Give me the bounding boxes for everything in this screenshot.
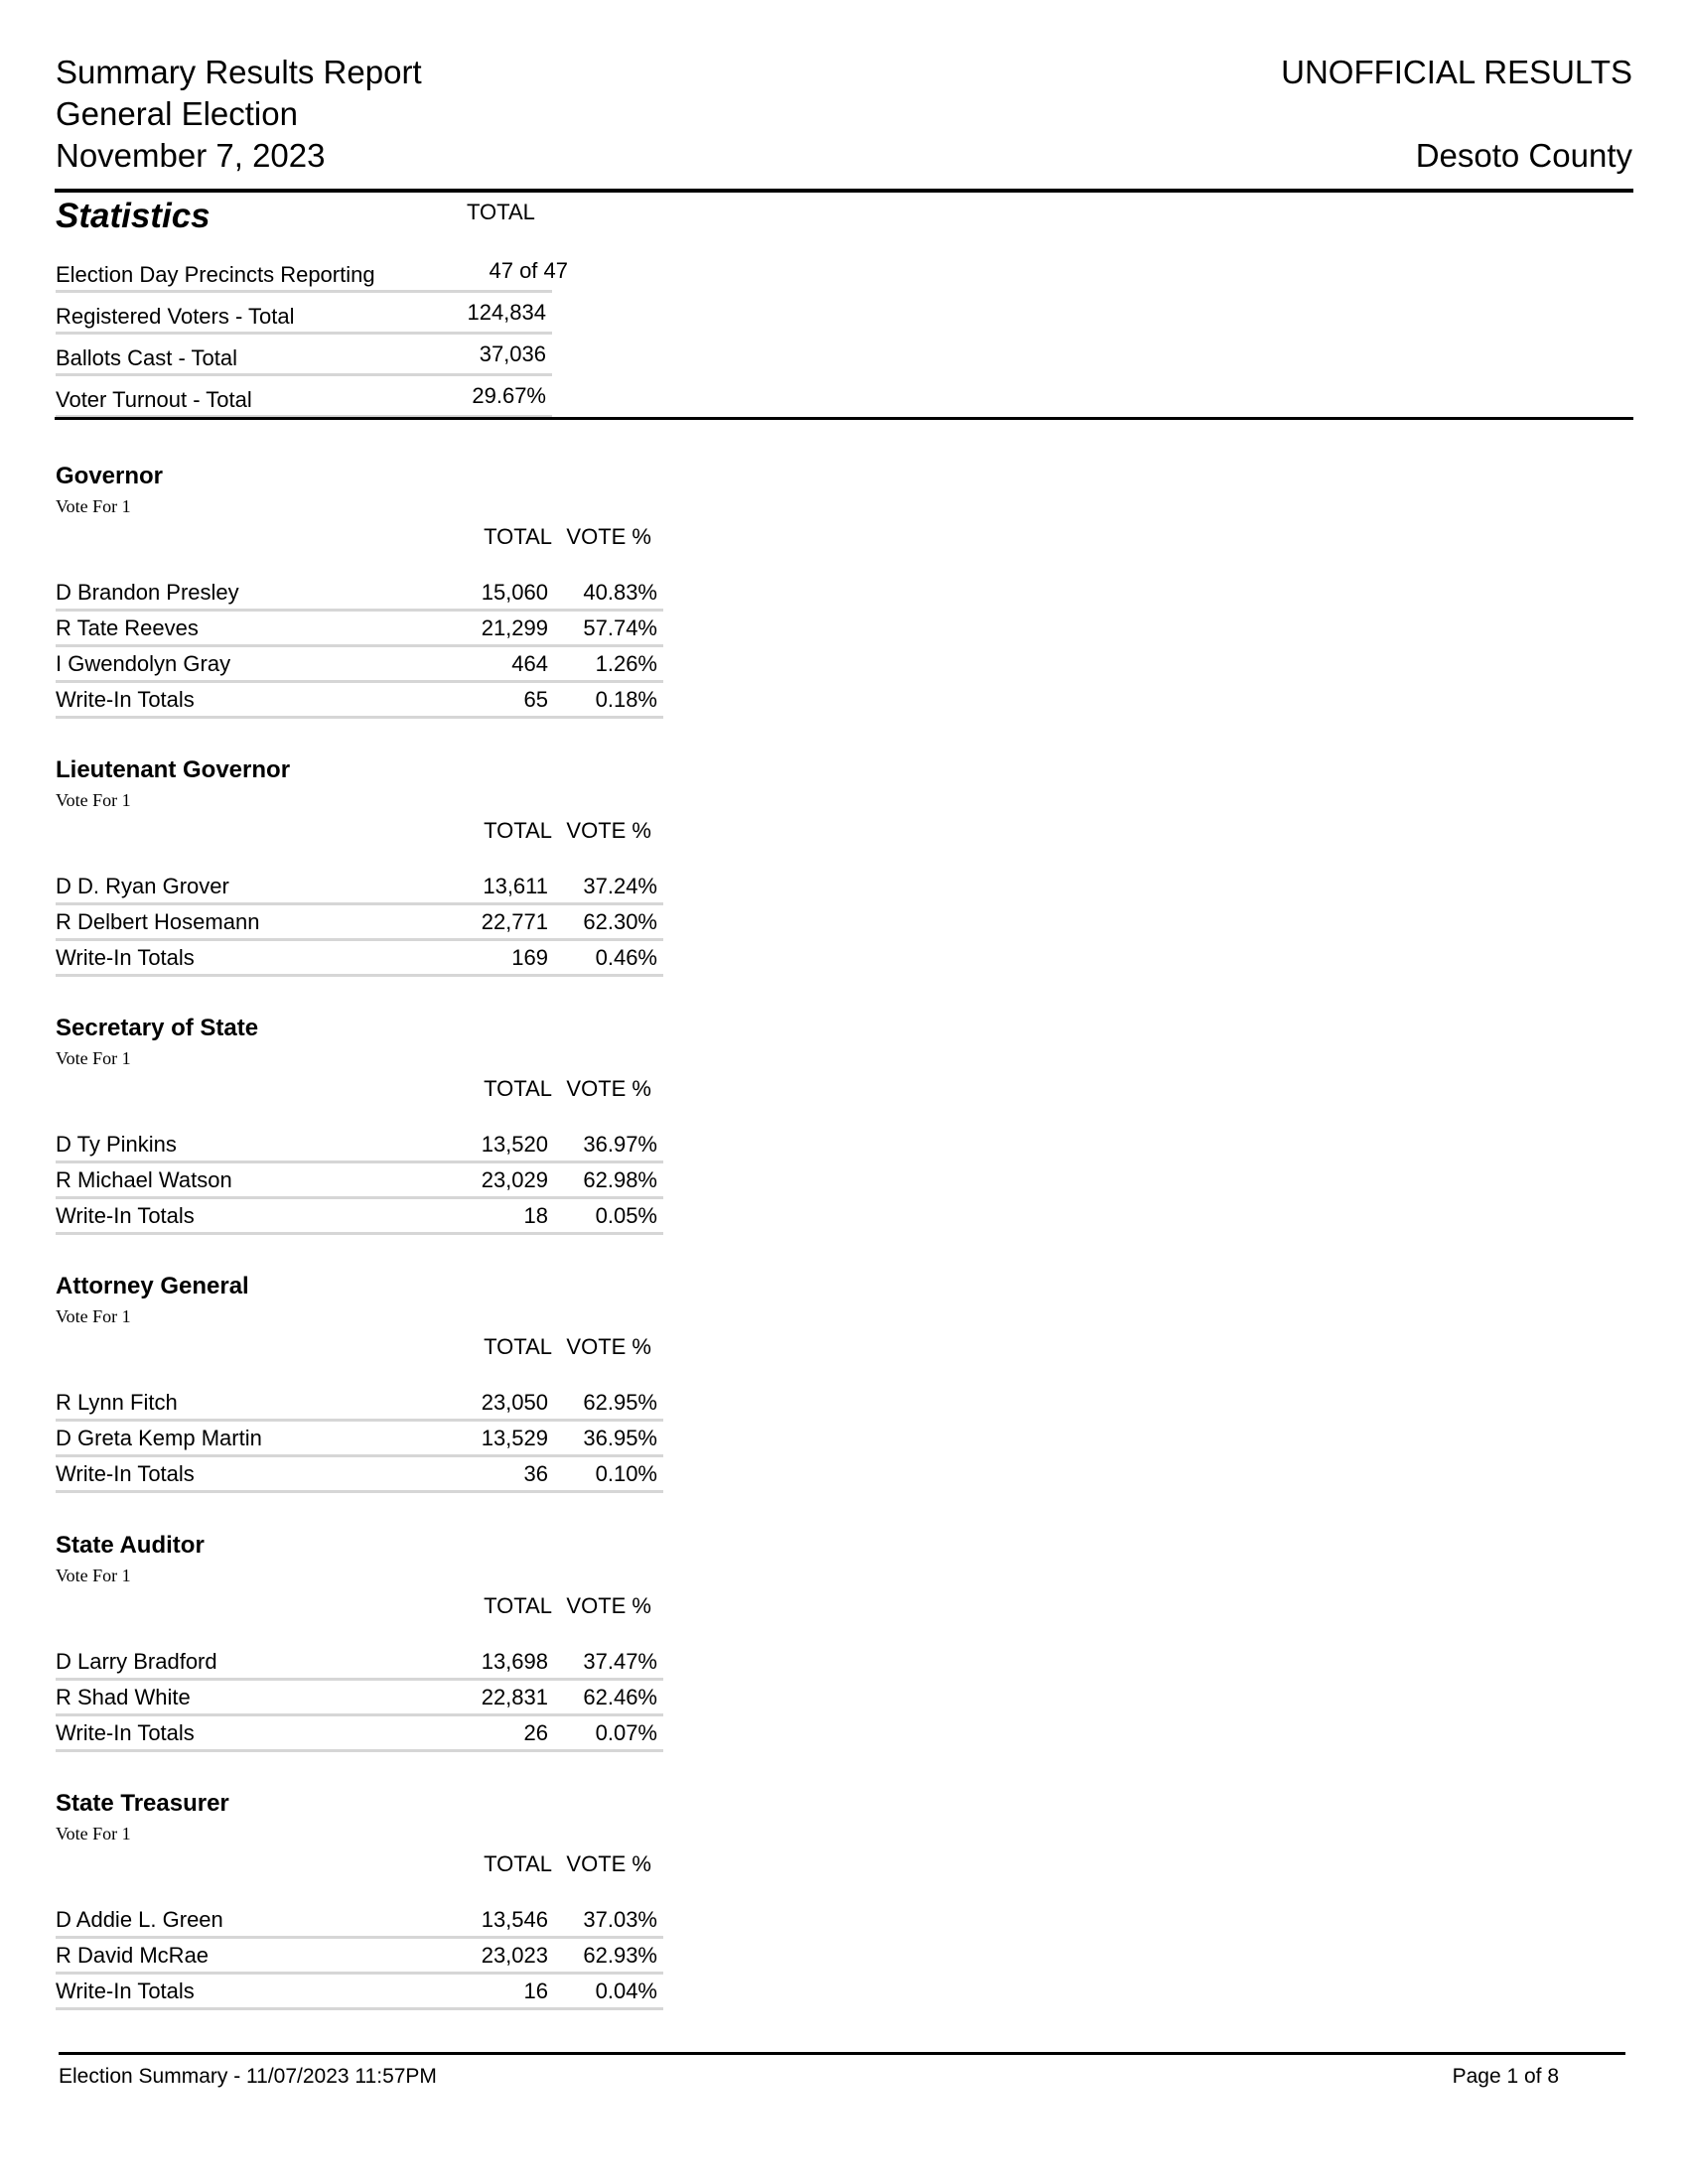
candidate-total: 169 [511,945,548,970]
candidate-row [56,1939,663,1975]
candidate-total: 13,698 [481,1649,548,1674]
contest-title: Lieutenant Governor [56,756,291,783]
total-column-header: TOTAL [484,524,552,549]
contest-title: State Treasurer [56,1790,229,1817]
candidate-vote-percent: 62.95% [583,1390,657,1415]
candidate-name: Write-In Totals [56,1461,195,1486]
report-title: Summary Results Report [56,54,422,90]
candidate-total: 36 [523,1461,548,1486]
candidate-total: 23,029 [481,1167,548,1192]
stat-value: 124,834 [467,300,546,325]
candidate-vote-percent: 37.24% [583,874,657,898]
county-name: Desoto County [1415,137,1632,174]
candidate-name: R Lynn Fitch [56,1390,178,1415]
candidate-name: D Brandon Presley [56,580,239,605]
results-status: UNOFFICIAL RESULTS [1281,54,1632,90]
candidate-vote-percent: 0.05% [595,1203,657,1228]
write-in-row [56,1975,663,2010]
candidate-vote-percent: 0.07% [595,1720,657,1745]
write-in-row [56,683,663,719]
stat-value: 47 of 47 [489,258,568,283]
contest-title: Secretary of State [56,1015,259,1041]
stat-row [56,256,568,293]
stat-row [56,340,552,376]
candidate-row [56,647,663,683]
write-in-row [56,1199,663,1235]
header-divider [55,189,1633,193]
stat-row [56,381,552,418]
candidate-name: D Larry Bradford [56,1649,217,1674]
candidate-total: 23,050 [481,1390,548,1415]
candidate-name: D D. Ryan Grover [56,874,229,898]
stat-label: Voter Turnout - Total [56,387,252,412]
candidate-row [56,1422,663,1457]
vote-for-label: Vote For 1 [56,496,131,516]
candidate-total: 23,023 [481,1943,548,1968]
candidate-row [56,1163,663,1199]
candidate-vote-percent: 0.10% [595,1461,657,1486]
candidate-row [56,1386,663,1422]
page-number: Page 1 of 8 [1452,2065,1559,2088]
candidate-total: 65 [523,687,548,712]
vote-percent-column-header: VOTE % [566,1593,651,1618]
candidate-vote-percent: 1.26% [595,651,657,676]
candidate-row [56,1903,663,1939]
candidate-row [56,1128,663,1163]
candidate-total: 22,771 [481,909,548,934]
candidate-vote-percent: 37.03% [583,1907,657,1932]
candidate-vote-percent: 0.04% [595,1979,657,2003]
candidate-total: 13,529 [481,1426,548,1450]
contest-title: State Auditor [56,1532,205,1559]
candidate-vote-percent: 37.47% [583,1649,657,1674]
candidate-name: I Gwendolyn Gray [56,651,231,676]
candidate-name: Write-In Totals [56,687,195,712]
candidate-total: 13,520 [481,1132,548,1157]
candidate-name: Write-In Totals [56,1203,195,1228]
candidate-vote-percent: 36.97% [583,1132,657,1157]
candidate-vote-percent: 36.95% [583,1426,657,1450]
candidate-vote-percent: 57.74% [583,615,657,640]
report-title-block [56,52,422,177]
candidate-name: D Greta Kemp Martin [56,1426,262,1450]
vote-for-label: Vote For 1 [56,1048,131,1068]
candidate-name: Write-In Totals [56,1979,195,2003]
vote-for-label: Vote For 1 [56,1306,131,1326]
total-column-header: TOTAL [484,1593,552,1618]
election-date: November 7, 2023 [56,137,326,174]
stat-label: Registered Voters - Total [56,304,295,329]
contest-title: Attorney General [56,1273,249,1299]
candidate-name: Write-In Totals [56,1720,195,1745]
candidate-vote-percent: 62.30% [583,909,657,934]
total-column-header: TOTAL [484,1334,552,1359]
stat-label: Ballots Cast - Total [56,345,238,370]
write-in-row [56,1457,663,1493]
stat-row [56,298,552,335]
candidate-row [56,1645,663,1681]
candidate-vote-percent: 62.46% [583,1685,657,1709]
stat-label: Election Day Precincts Reporting [56,262,375,287]
candidate-name: R David McRae [56,1943,210,1968]
stat-value: 37,036 [479,341,546,366]
candidate-total: 26 [523,1720,548,1745]
vote-percent-column-header: VOTE % [566,524,651,549]
candidate-row [56,905,663,941]
candidate-name: R Tate Reeves [56,615,199,640]
vote-for-label: Vote For 1 [56,790,131,810]
candidate-vote-percent: 40.83% [583,580,657,605]
candidate-total: 13,546 [481,1907,548,1932]
vote-percent-column-header: VOTE % [566,818,651,843]
candidate-name: R Shad White [56,1685,191,1709]
candidate-row [56,576,663,612]
candidate-vote-percent: 0.18% [595,687,657,712]
candidate-row [56,870,663,905]
candidate-name: R Michael Watson [56,1167,232,1192]
candidate-total: 21,299 [481,615,548,640]
vote-percent-column-header: VOTE % [566,1851,651,1876]
write-in-row [56,941,663,977]
total-column-header: TOTAL [484,1076,552,1101]
vote-for-label: Vote For 1 [56,1824,131,1843]
contest-title: Governor [56,463,164,489]
candidate-vote-percent: 62.98% [583,1167,657,1192]
vote-percent-column-header: VOTE % [566,1334,651,1359]
vote-percent-column-header: VOTE % [566,1076,651,1101]
candidate-name: D Ty Pinkins [56,1132,177,1157]
candidate-name: R Delbert Hosemann [56,909,260,934]
statistics-heading: Statistics [56,197,211,235]
total-column-header: TOTAL [484,818,552,843]
write-in-row [56,1716,663,1752]
statistics-total-header: TOTAL [467,200,535,224]
candidate-vote-percent: 62.93% [583,1943,657,1968]
candidate-total: 18 [523,1203,548,1228]
candidate-total: 15,060 [481,580,548,605]
candidate-row [56,1681,663,1716]
footer-report-info: Election Summary - 11/07/2023 11:57PM [59,2065,437,2088]
candidate-name: D Addie L. Green [56,1907,223,1932]
candidate-name: Write-In Totals [56,945,195,970]
candidate-total: 13,611 [483,874,548,898]
candidate-total: 16 [523,1979,548,2003]
candidate-total: 464 [511,651,548,676]
vote-for-label: Vote For 1 [56,1566,131,1585]
candidate-total: 22,831 [481,1685,548,1709]
total-column-header: TOTAL [484,1851,552,1876]
statistics-divider [55,417,1633,420]
election-name: General Election [56,95,298,132]
candidate-row [56,612,663,647]
footer-divider [59,2052,1625,2055]
stat-value: 29.67% [472,383,546,408]
candidate-vote-percent: 0.46% [595,945,657,970]
